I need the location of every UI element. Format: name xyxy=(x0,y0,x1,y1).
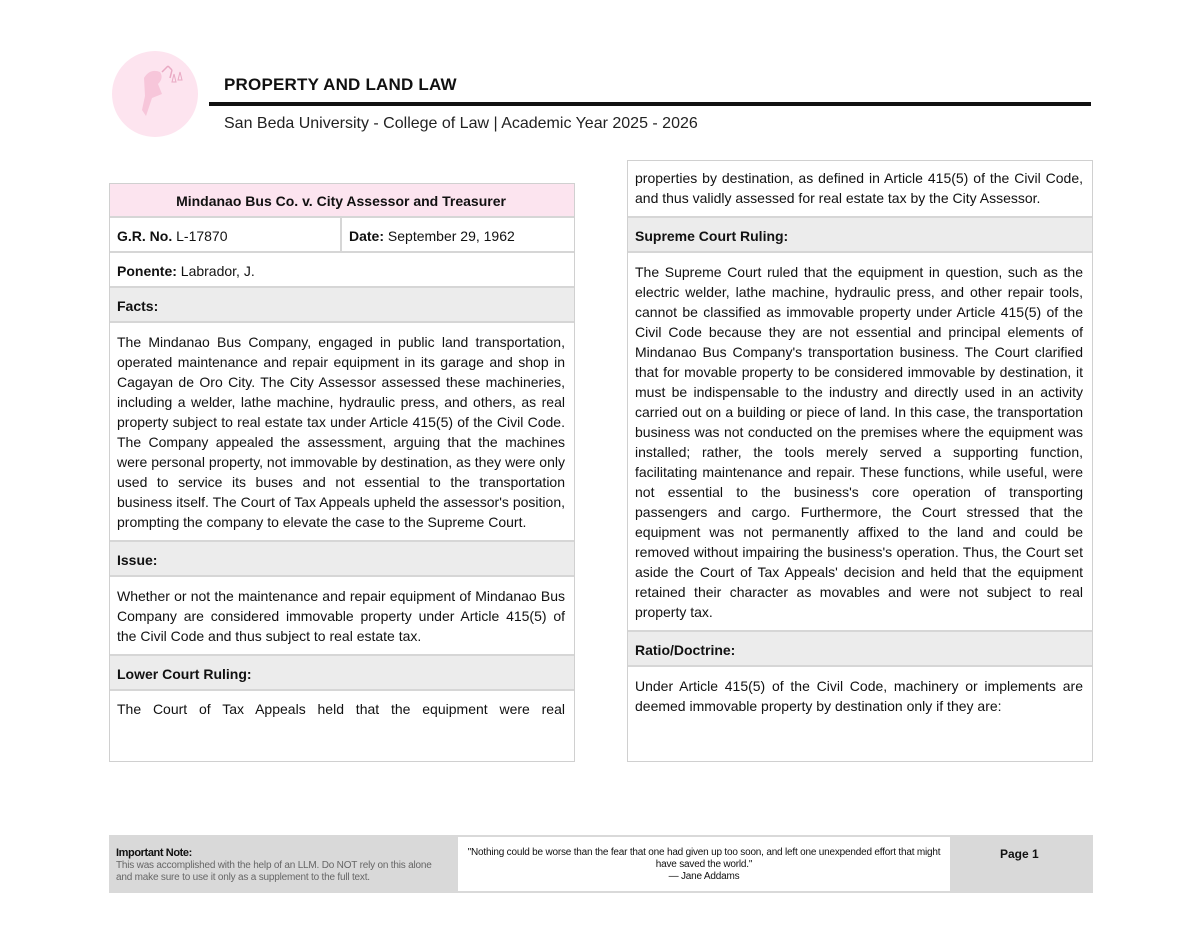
important-note-text: This was accomplished with the help of an LLM. Do NOT rely on this alone and make sure to use it only as a supplement to the full text. xyxy=(116,860,432,883)
case-title: Mindanao Bus Co. v. City Assessor and Treasurer xyxy=(110,184,574,218)
gr-number xyxy=(110,218,342,251)
ponente-value: Labrador, J. xyxy=(176,263,255,279)
decision-date xyxy=(342,218,522,251)
issue-text: Whether or not the maintenance and repair equipment of Mindanao Bus Company are considered immovable property under Article 415(5) of the Civil Code and thus subject to real estate tax. xyxy=(110,577,574,656)
case-digest-right-column xyxy=(627,160,1093,762)
gr-label: G.R. No. xyxy=(117,228,173,244)
lower-court-heading: Lower Court Ruling: xyxy=(110,656,574,691)
page-number: Page 1 xyxy=(1000,847,1039,861)
case-digest-left-column xyxy=(109,183,575,762)
gr-value: L-17870 xyxy=(172,228,228,244)
date-value: September 29, 1962 xyxy=(384,228,515,244)
school-seal-logo xyxy=(110,50,200,138)
ratio-text: Under Article 415(5) of the Civil Code, machinery or implements are deemed immovable property by destination only if they are: xyxy=(635,678,1083,714)
quote-text: "Nothing could be worse than the fear that one had given up too soon, and left one unexpended effort that might have saved the world." xyxy=(467,847,941,870)
lower-court-text-continued: properties by destination, as defined in Article 415(5) of the Civil Code, and thus validly assessed for real estate tax by the City Assessor. xyxy=(628,161,1092,218)
date-label: Date: xyxy=(349,228,385,244)
case-meta-row xyxy=(110,218,574,253)
supreme-court-heading: Supreme Court Ruling: xyxy=(628,218,1092,253)
facts-heading: Facts: xyxy=(110,288,574,323)
supreme-court-text: The Supreme Court ruled that the equipment in question, such as the electric welder, lathe machine, hydraulic press, and other repair tools, cannot be classified as immovable property under Article 415(5) of the Civil Code because they are not essential and principal elements of Mindanao Bus Company's transportation business. The Court clarified that for movable property to be considered immovable by destination, it must be indispensable to the industry and directly used in an activity carried out on a building or piece of land. In this case, the transportation business was not conducted on the premises where the equipment was installed; rather, the tools merely served a supporting function, facilitating maintenance and repair. These functions, while useful, were not essential to the business's core operation of transporting passengers and cargo. Furthermore, the Court stressed that the equipment was not permanently affixed to the land and could be removed without impairing the business's operation. Thus, the Court set aside the Court of Tax Appeals' decision and held that the equipment retained their character as movables and were not subject to real property tax. xyxy=(628,253,1092,632)
page-title: PROPERTY AND LAND LAW xyxy=(224,75,457,94)
lower-court-text: The Court of Tax Appeals held that the equipment were real xyxy=(117,701,565,717)
title-divider xyxy=(209,102,1091,106)
issue-heading: Issue: xyxy=(110,542,574,577)
page-subtitle: San Beda University - College of Law | Academic Year 2025 - 2026 xyxy=(224,115,698,132)
facts-text: The Mindanao Bus Company, engaged in public land transportation, operated maintenance and repair equipment in its garage and shop in Cagayan de Oro City. The City Assessor assessed these machineries, including a welder, lathe machine, hydraulic press, and others, as real property subject to real estate tax under Article 415(5) of the Civil Code. The Company appealed the assessment, arguing that the machines were personal property, not immovable by destination, as they were only used to service its buses and not essential to the transportation business itself. The Court of Tax Appeals upheld the assessor's position, prompting the company to elevate the case to the Supreme Court. xyxy=(110,323,574,542)
ratio-heading: Ratio/Doctrine: xyxy=(628,632,1092,667)
ponente-row xyxy=(110,253,574,288)
quote-author: — Jane Addams xyxy=(668,871,740,882)
important-note-heading: Important Note: xyxy=(116,847,192,859)
footer-quote xyxy=(458,837,950,891)
ponente-label: Ponente: xyxy=(117,263,177,279)
